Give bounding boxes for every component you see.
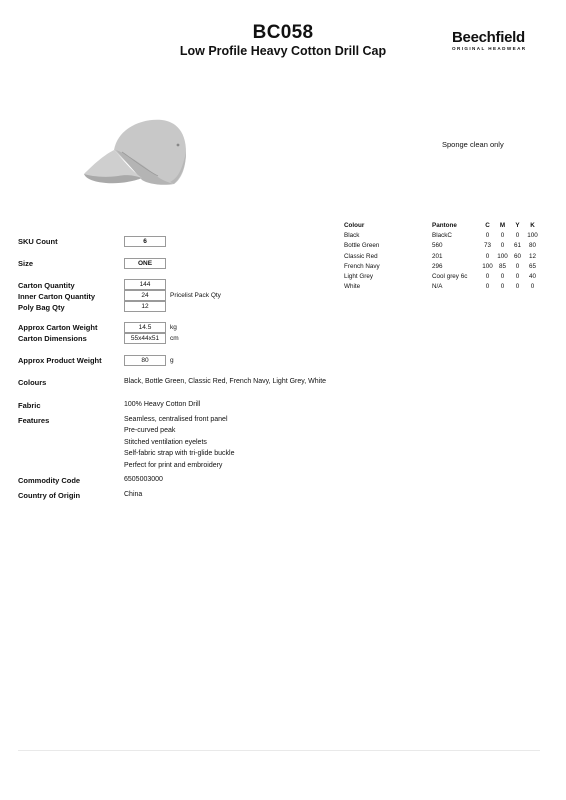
brand-tagline: ORIGINAL HEADWEAR	[452, 46, 527, 51]
pantone-value: 201	[432, 252, 443, 260]
commodity-code-label: Commodity Code	[18, 476, 81, 485]
commodity-code-value: 6505003000	[124, 476, 163, 483]
features-item: Stitched ventilation eyelets	[124, 439, 207, 446]
cap-image	[82, 112, 190, 192]
m-header: M	[499, 221, 506, 229]
colour-table-header	[344, 220, 540, 230]
colour-name: White	[344, 283, 361, 291]
m-value: 0	[500, 231, 505, 239]
sku-count-label: SKU Count	[18, 237, 58, 246]
y-value: 0	[515, 231, 520, 239]
footer-divider	[18, 750, 540, 751]
carton-weight-value: 14.5	[124, 322, 166, 333]
country-of-origin-value: China	[124, 491, 143, 498]
poly-bag-qty-label: Poly Bag Qty	[18, 303, 65, 312]
pantone-value: N/A	[432, 283, 443, 291]
features-item: Perfect for print and embroidery	[124, 462, 223, 469]
m-value: 0	[500, 283, 505, 291]
size-value: ONE	[124, 258, 166, 269]
poly-bag-qty-value: 12	[124, 301, 166, 312]
table-row	[344, 261, 540, 271]
k-header: K	[530, 221, 535, 229]
sku-count-value: 6	[124, 236, 166, 247]
c-value: 73	[483, 242, 491, 250]
colour-name: Light Grey	[344, 273, 374, 281]
pantone-value: 296	[432, 262, 443, 270]
c-value: 0	[485, 283, 490, 291]
colours-value: Black, Bottle Green, Classic Red, French Navy, Light Grey, White	[124, 378, 327, 385]
m-value: 0	[500, 242, 505, 250]
carton-dimensions-unit: cm	[170, 335, 179, 342]
y-value: 0	[515, 283, 520, 291]
features-item: Pre-curved peak	[124, 427, 176, 434]
y-value: 61	[513, 242, 521, 250]
c-value: 100	[482, 262, 493, 270]
colour-name: Black	[344, 231, 360, 239]
brand-name: Beechfield	[452, 29, 525, 46]
features-item: Seamless, centralised front panel	[124, 416, 228, 423]
country-of-origin-label: Country of Origin	[18, 491, 81, 500]
k-value: 65	[528, 262, 536, 270]
k-value: 100	[527, 231, 538, 239]
pantone-value: 560	[432, 242, 443, 250]
m-value: 100	[497, 252, 508, 260]
pantone-value: Cool grey 6c	[432, 273, 468, 281]
c-value: 0	[485, 273, 490, 281]
features-item: Self-fabric strap with tri-glide buckle	[124, 450, 235, 457]
pricelist-pack-note: Pricelist Pack Qty	[170, 292, 221, 299]
product-weight-value: 80	[124, 355, 166, 366]
carton-dimensions-value: 55x44x51	[124, 333, 166, 344]
m-value: 85	[498, 262, 506, 270]
carton-weight-unit: kg	[170, 324, 177, 331]
y-value: 0	[515, 273, 520, 281]
product-title: Low Profile Heavy Cotton Drill Cap	[179, 44, 387, 58]
product-code: BC058	[252, 22, 314, 43]
product-weight-unit: g	[170, 357, 174, 364]
k-value: 12	[528, 252, 536, 260]
c-value: 0	[485, 252, 490, 260]
product-weight-label: Approx Product Weight	[18, 356, 102, 365]
y-value: 0	[515, 262, 520, 270]
colour-name: French Navy	[344, 262, 380, 270]
colour-name: Bottle Green	[344, 242, 380, 250]
y-value: 60	[513, 252, 521, 260]
table-row	[344, 271, 540, 281]
fabric-value: 100% Heavy Cotton Drill	[124, 401, 201, 408]
c-value: 0	[485, 231, 490, 239]
inner-carton-quantity-label: Inner Carton Quantity	[18, 292, 96, 301]
k-value: 0	[530, 283, 535, 291]
fabric-label: Fabric	[18, 401, 41, 410]
y-header: Y	[515, 221, 520, 229]
care-instructions: Sponge clean only	[442, 140, 504, 149]
table-row	[344, 241, 540, 251]
m-value: 0	[500, 273, 505, 281]
pantone-header: Pantone	[432, 221, 457, 229]
k-value: 40	[528, 273, 536, 281]
carton-quantity-label: Carton Quantity	[18, 281, 75, 290]
table-row	[344, 282, 540, 292]
carton-dimensions-label: Carton Dimensions	[18, 334, 87, 343]
table-row	[344, 230, 540, 240]
inner-carton-quantity-value: 24	[124, 290, 166, 301]
colour-header: Colour	[344, 221, 365, 229]
c-header: C	[485, 221, 490, 229]
features-label: Features	[18, 416, 50, 425]
table-row	[344, 251, 540, 261]
colours-label: Colours	[18, 378, 47, 387]
carton-quantity-value: 144	[124, 279, 166, 290]
k-value: 80	[528, 242, 536, 250]
colour-name: Classic Red	[344, 252, 378, 260]
size-label: Size	[18, 259, 34, 268]
carton-weight-label: Approx Carton Weight	[18, 323, 98, 332]
colour-table	[344, 220, 540, 292]
brand-logo	[452, 30, 542, 52]
pantone-value: BlackC	[432, 231, 452, 239]
